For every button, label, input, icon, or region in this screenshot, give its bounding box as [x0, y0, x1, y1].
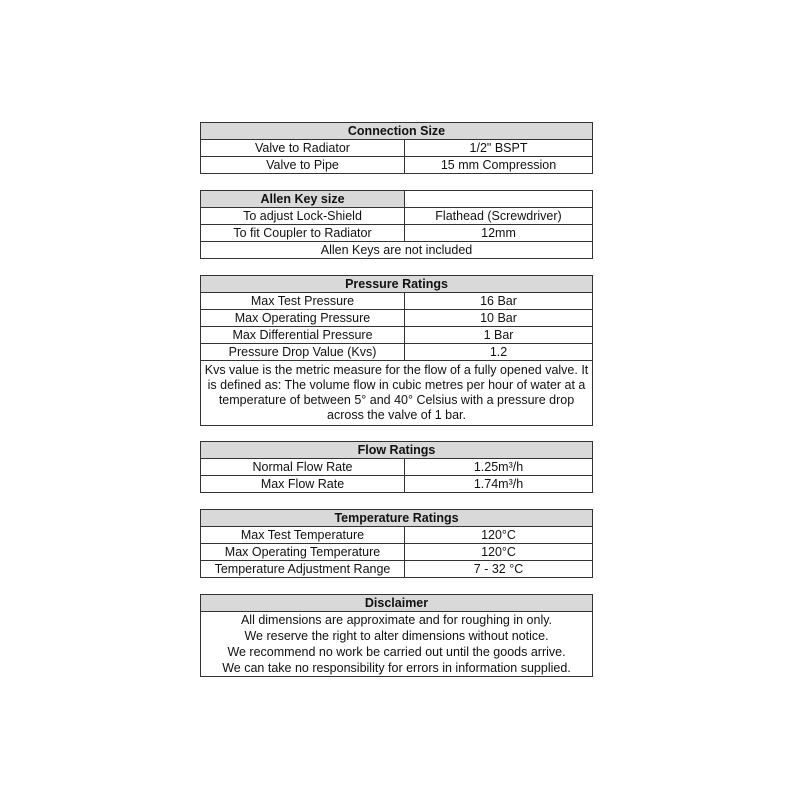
disclaimer-line: All dimensions are approximate and for roughing in only. [201, 612, 593, 629]
pressure-ratings-table [200, 275, 593, 426]
disclaimer-line: We reserve the right to alter dimensions without notice. [201, 628, 593, 644]
table-row [201, 225, 593, 242]
row-value: Flathead (Screwdriver) [405, 208, 593, 225]
table-row [201, 628, 593, 644]
row-value: 1.74m³/h [405, 476, 593, 493]
allen-key-note: Allen Keys are not included [201, 242, 593, 259]
row-value: 15 mm Compression [405, 157, 593, 174]
table-row [201, 476, 593, 493]
row-label: Max Operating Pressure [201, 310, 405, 327]
row-value: 10 Bar [405, 310, 593, 327]
row-value: 120°C [405, 527, 593, 544]
pressure-ratings-title: Pressure Ratings [201, 276, 593, 293]
row-label: To adjust Lock-Shield [201, 208, 405, 225]
row-label: Max Test Temperature [201, 527, 405, 544]
row-value: 16 Bar [405, 293, 593, 310]
table-row [201, 544, 593, 561]
disclaimer-line: We recommend no work be carried out until the goods arrive. [201, 644, 593, 660]
disclaimer-line: We can take no responsibility for errors in information supplied. [201, 660, 593, 677]
row-label: Valve to Pipe [201, 157, 405, 174]
flow-ratings-table [200, 441, 593, 493]
table-row [201, 208, 593, 225]
row-value: 1 Bar [405, 327, 593, 344]
row-value: 1.25m³/h [405, 459, 593, 476]
connection-size-table [200, 122, 593, 174]
table-row [201, 157, 593, 174]
row-label: Pressure Drop Value (Kvs) [201, 344, 405, 361]
allen-key-table [200, 190, 593, 259]
temperature-ratings-title: Temperature Ratings [201, 510, 593, 527]
table-row [201, 612, 593, 629]
table-row [201, 527, 593, 544]
row-label: To fit Coupler to Radiator [201, 225, 405, 242]
row-value: 12mm [405, 225, 593, 242]
table-row [201, 327, 593, 344]
table-row [201, 344, 593, 361]
table-row [201, 361, 593, 426]
table-row [201, 242, 593, 259]
table-row [201, 561, 593, 578]
table-row [201, 140, 593, 157]
row-label: Max Differential Pressure [201, 327, 405, 344]
kvs-note: Kvs value is the metric measure for the flow of a fully opened valve. It is defined as: The volume flow in cubic metres per hour of water at a temperature of between 5° and 40° Celsius with a pressure drop across the valve of 1 bar. [201, 361, 593, 426]
row-label: Max Test Pressure [201, 293, 405, 310]
table-row [201, 644, 593, 660]
table-row [201, 660, 593, 677]
row-label: Valve to Radiator [201, 140, 405, 157]
row-value: 7 - 32 °C [405, 561, 593, 578]
flow-ratings-title: Flow Ratings [201, 442, 593, 459]
row-label: Normal Flow Rate [201, 459, 405, 476]
row-label: Max Flow Rate [201, 476, 405, 493]
disclaimer-table [200, 594, 593, 677]
allen-key-title: Allen Key size [201, 191, 405, 208]
table-row [201, 459, 593, 476]
empty-header-cell [405, 191, 593, 208]
table-row [201, 293, 593, 310]
row-value: 120°C [405, 544, 593, 561]
connection-size-title: Connection Size [201, 123, 593, 140]
row-label: Temperature Adjustment Range [201, 561, 405, 578]
table-row [201, 310, 593, 327]
row-value: 1/2" BSPT [405, 140, 593, 157]
temperature-ratings-table [200, 509, 593, 578]
row-value: 1.2 [405, 344, 593, 361]
row-label: Max Operating Temperature [201, 544, 405, 561]
disclaimer-title: Disclaimer [201, 595, 593, 612]
